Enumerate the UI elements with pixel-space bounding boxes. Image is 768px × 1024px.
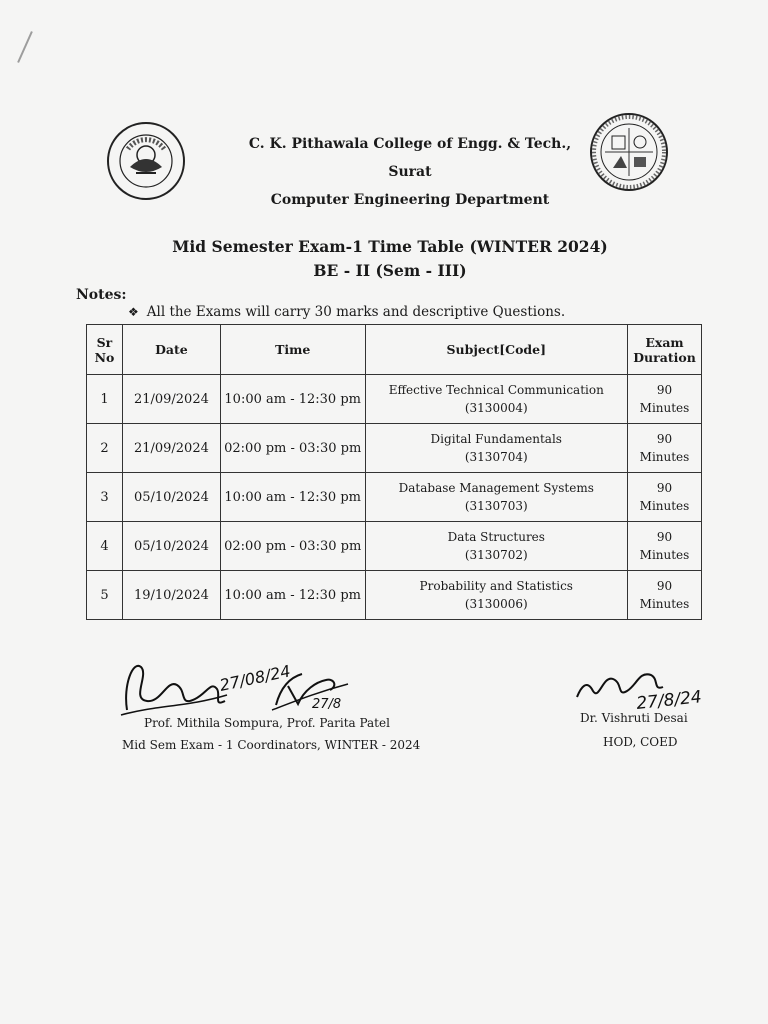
duration-value: 90 xyxy=(656,383,673,397)
coordinators-names: Prof. Mithila Sompura, Prof. Parita Patel xyxy=(144,716,390,730)
sr-no-cell: 2 xyxy=(87,424,123,473)
sr-no-cell: 4 xyxy=(87,522,123,571)
table-row xyxy=(87,522,702,571)
duration-cell xyxy=(628,473,702,522)
date-cell: 21/09/2024 xyxy=(122,424,220,473)
time-cell: 02:00 pm - 03:30 pm xyxy=(220,522,365,571)
time-cell: 10:00 am - 12:30 pm xyxy=(220,473,365,522)
diamond-bullet-icon: ❖ xyxy=(128,305,139,319)
table-row xyxy=(87,424,702,473)
hod-title: HOD, COED xyxy=(603,735,678,749)
page-subtitle: BE - II (Sem - III) xyxy=(313,261,467,280)
subject-cell xyxy=(365,522,627,571)
duration-unit: Minutes xyxy=(639,401,690,415)
signature-date: 27/08/24 xyxy=(217,661,293,695)
header-subject: Subject[Code] xyxy=(365,325,627,375)
duration-value: 90 xyxy=(656,432,673,446)
signature-date-2: 27/8 xyxy=(312,697,342,712)
subject-code: (3130704) xyxy=(464,450,528,464)
table-row xyxy=(87,375,702,424)
subject-name: Effective Technical Communication xyxy=(388,383,604,397)
subject-cell xyxy=(365,571,627,620)
duration-cell xyxy=(628,522,702,571)
coordinators-title: Mid Sem Exam - 1 Coordinators, WINTER - 2024 xyxy=(122,738,421,752)
subject-code: (3130004) xyxy=(464,401,528,415)
time-cell: 10:00 am - 12:30 pm xyxy=(220,375,365,424)
subject-code: (3130702) xyxy=(464,548,528,562)
subject-code: (3130703) xyxy=(464,499,528,513)
subject-cell xyxy=(365,375,627,424)
table-header-row xyxy=(87,325,702,375)
college-logo xyxy=(589,112,669,192)
sr-no-cell: 1 xyxy=(87,375,123,424)
subject-cell xyxy=(365,473,627,522)
duration-unit: Minutes xyxy=(639,597,690,611)
duration-unit: Minutes xyxy=(639,499,690,513)
hod-name: Dr. Vishruti Desai xyxy=(580,711,688,725)
duration-unit: Minutes xyxy=(639,548,690,562)
duration-unit: Minutes xyxy=(639,450,690,464)
subject-name: Digital Fundamentals xyxy=(430,432,562,446)
subject-name: Probability and Statistics xyxy=(419,579,573,593)
sr-no-cell: 3 xyxy=(87,473,123,522)
table-row xyxy=(87,473,702,522)
header-date: Date xyxy=(122,325,220,375)
time-cell: 10:00 am - 12:30 pm xyxy=(220,571,365,620)
date-cell: 05/10/2024 xyxy=(122,473,220,522)
subject-name: Data Structures xyxy=(447,530,545,544)
note-item xyxy=(128,304,565,320)
sr-no-cell: 5 xyxy=(87,571,123,620)
duration-cell xyxy=(628,424,702,473)
coordinator-signature xyxy=(117,655,293,725)
hod-signature xyxy=(567,657,717,717)
timetable xyxy=(86,324,702,620)
header-sr-no: Sr No xyxy=(87,325,123,375)
table-row xyxy=(87,571,702,620)
signature-date-hod: 27/8/24 xyxy=(635,687,703,714)
note-text: All the Exams will carry 30 marks and descriptive Questions. xyxy=(146,304,566,320)
subject-cell xyxy=(365,424,627,473)
department-name: Computer Engineering Department xyxy=(270,192,550,208)
time-cell: 02:00 pm - 03:30 pm xyxy=(220,424,365,473)
college-name: C. K. Pithawala College of Engg. & Tech., Surat xyxy=(248,136,572,180)
date-cell: 05/10/2024 xyxy=(122,522,220,571)
duration-cell xyxy=(628,375,702,424)
coordinator-2-signature xyxy=(268,660,358,720)
duration-value: 90 xyxy=(656,530,673,544)
date-cell: 21/09/2024 xyxy=(122,375,220,424)
header-duration: Exam Duration xyxy=(628,325,702,375)
subject-name: Database Management Systems xyxy=(398,481,594,495)
pen-mark xyxy=(17,31,33,63)
duration-value: 90 xyxy=(656,481,673,495)
subject-code: (3130006) xyxy=(464,597,528,611)
date-cell: 19/10/2024 xyxy=(122,571,220,620)
trust-logo xyxy=(106,121,186,201)
header-time: Time xyxy=(220,325,365,375)
page-title: Mid Semester Exam-1 Time Table (WINTER 2024) xyxy=(172,237,608,256)
notes-label: Notes: xyxy=(76,287,127,303)
duration-cell xyxy=(628,571,702,620)
duration-value: 90 xyxy=(656,579,673,593)
